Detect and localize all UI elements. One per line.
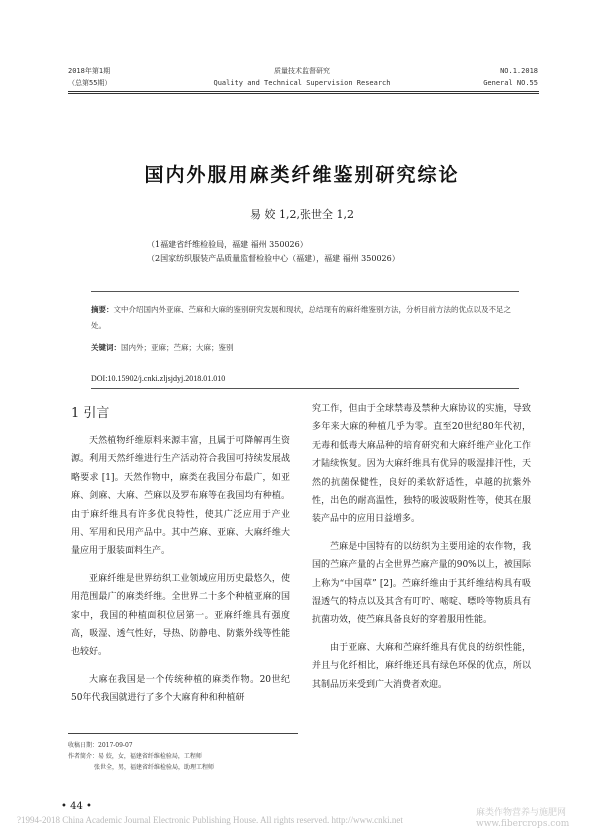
article-title: 国内外服用麻类纤维鉴别研究综论 — [144, 164, 460, 186]
header-rule-top — [68, 91, 539, 92]
journal-title-cn: 质量技术监督研究 — [274, 67, 330, 75]
abstract-rule-bottom — [91, 388, 519, 389]
section-heading: 1 引言 — [71, 406, 110, 421]
abstract-rule-top — [91, 291, 519, 292]
abstract — [91, 302, 519, 334]
footnote-rule — [68, 733, 298, 734]
abstract-text: 文中介绍国内外亚麻、苎麻和大麻的鉴别研究发展和现状，总结现有的麻纤维鉴别方法，分析目前方法的优点以及不足之处。 — [91, 305, 511, 330]
paragraph: 亚麻纤维是世界纺织工业领域应用历史最悠久，使用范围最广的麻类纤维。全世界二十多个种植亚麻的国家中，我国的种植面积位居第一。亚麻纤维具有强度高，吸湿、透气性好，导热、防静电、防紫外线等性能也较好。 — [71, 573, 290, 658]
paragraph: 由于亚麻、大麻和苎麻纤维具有优良的纺织性能，并且与化纤相比，麻纤维还具有绿色环保的优点，所以其制品历来受到广大消费者欢迎。 — [312, 642, 531, 690]
paragraph: 天然植物纤维原料来源丰富，且属于可降解再生资源。利用天然纤维进行生产活动符合我国可持续发展战略要求 [1]。天然作物中，麻类在我国分布最广，如亚麻、剑麻、大麻、苎麻以及罗布麻等在我国均有种植。由于麻纤维具有许多优良特性，使其广泛应用于产业用、军用和民用产品中。其中苎麻、亚麻、大麻纤维大量应用于服装面料生产。 — [71, 436, 290, 557]
paragraph: 大麻在我国是一个传统种植的麻类作物。20世纪50年代我国就进行了多个大麻育种和种植研 — [71, 674, 290, 704]
journal-title-en: Quality and Technical Supervision Research — [213, 79, 391, 87]
doi: DOI:10.15902/j.cnki.zljsjdyj.2018.01.010 — [91, 374, 226, 383]
keywords — [91, 340, 519, 356]
keywords-text: 国内外；亚麻；苎麻；大麻；鉴别 — [121, 343, 234, 352]
header-rule-bottom — [68, 93, 539, 94]
watermark-line-2: www.fibercrops.com — [476, 819, 570, 829]
author-bio-1: 作者简介：易 姣，女，福建省纤维检验局，工程师 — [68, 753, 202, 760]
issue-label: 2018年第1期 — [68, 67, 111, 75]
issue-number: NO.1.2018 — [500, 67, 538, 75]
general-number: General NO.55 — [483, 79, 538, 87]
affiliation-2: （2国家纺织服装产品质量监督检验中心（福建），福建 福州 350026） — [147, 254, 400, 263]
article-authors: 易 姣 1,2,张世全 1,2 — [250, 208, 354, 221]
paragraph: 苎麻是中国特有的以纺织为主要用途的农作物，我国的苎麻产量的占全世界苎麻产量的90%以上，被国际上称为“中国草” [2]。苎麻纤维由于其纤维结构具有吸湿透气的特点以及其含有叮咛、嘧啶、嘌呤等物质具有抗菌功效，使苎麻具备良好的穿着服用性能。 — [312, 541, 531, 626]
left-column — [71, 432, 290, 708]
paragraph: 究工作，但由于全球禁毒及禁种大麻协议的实施，导致多年来大麻的种植几乎为零。直至20世纪80年代初，无毒和低毒大麻品种的培育研究和大麻纤维产业化工作才陆续恢复。因为大麻纤维具有优异的吸湿排汗性，天然的抗菌保健性，良好的柔软舒适性，卓越的抗紫外性，出色的耐高温性，独特的吸波吸附性等，使其在服装产品中的应用日益增多。 — [312, 404, 531, 525]
right-column — [312, 400, 531, 694]
abstract-label: 摘要： — [91, 305, 114, 314]
received-date: 收稿日期：2017-09-07 — [68, 742, 133, 749]
copyright-line: ?1994-2018 China Academic Journal Electronic Publishing House. All rights reserved. http://www.cnki.net — [17, 815, 403, 825]
author-bio-2: 张世全，男，福建省纤维检验局，助理工程师 — [94, 764, 215, 771]
page-number: • 44 • — [61, 801, 92, 812]
affiliation-1: （1福建省纤维检验局，福建 福州 350026） — [147, 240, 308, 249]
keywords-label: 关键词： — [91, 343, 121, 352]
watermark — [476, 808, 569, 830]
watermark-line-1: 麻类作物营养与施肥网 — [476, 808, 567, 818]
total-issue-label: （总第55期） — [68, 79, 112, 87]
